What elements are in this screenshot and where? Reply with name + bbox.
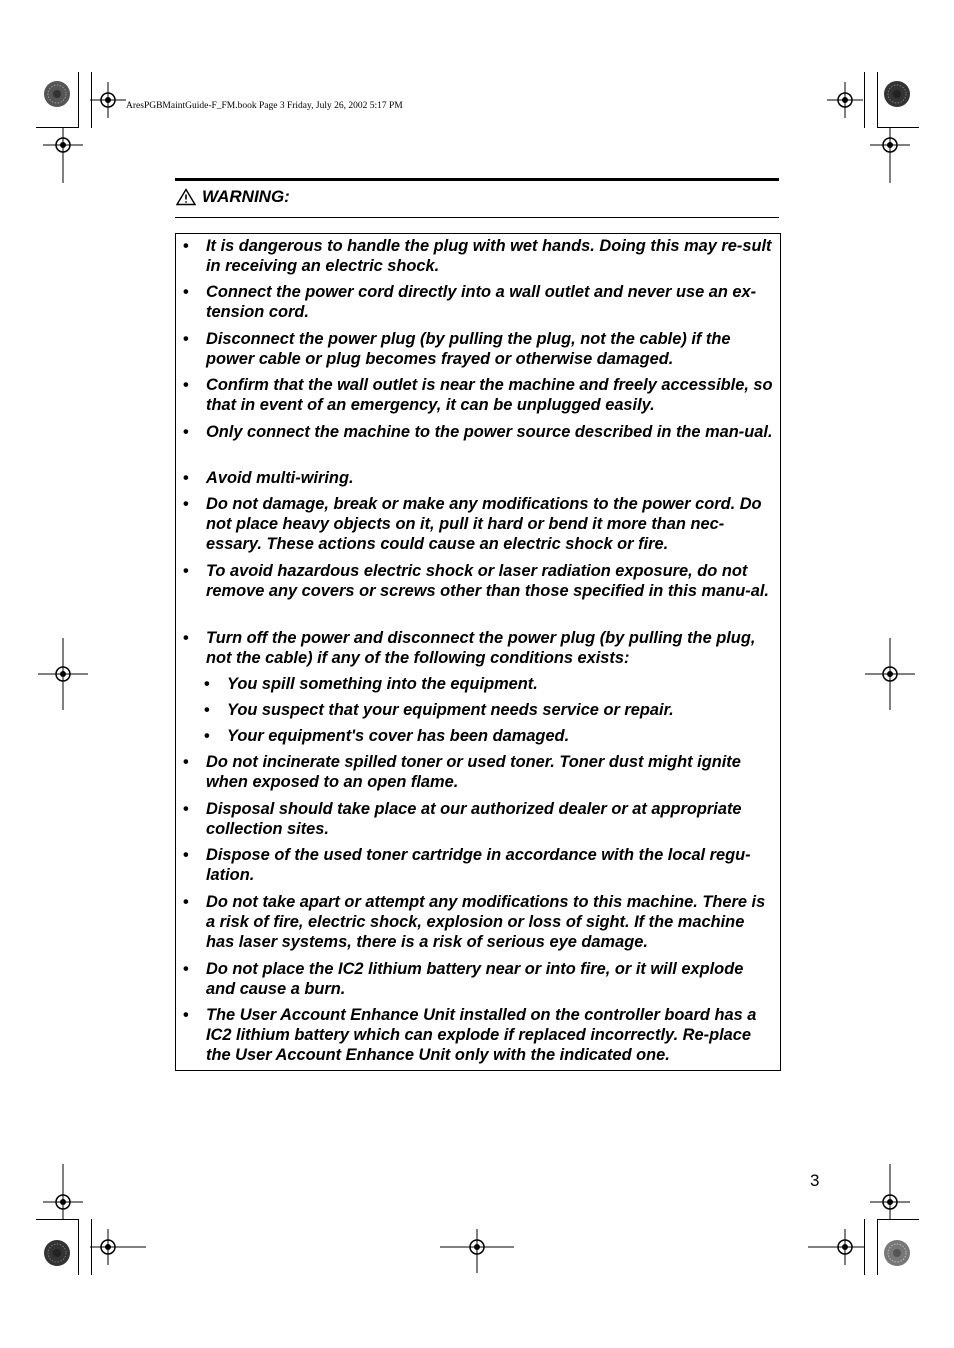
print-slug: AresPGBMaintGuide-F_FM.book Page 3 Friday, July 26, 2002 5:17 PM — [126, 101, 403, 111]
list-item: • It is dangerous to handle the plug with wet hands. Doing this may re-sult in receiving an electric shock. — [206, 236, 776, 276]
list-item: • The User Account Enhance Unit installed on the controller board has a IC2 lithium battery which can explode if replaced incorrectly. Re-place the User Account Enhance Unit only with the indicated one. — [206, 1005, 776, 1066]
top-rule — [175, 178, 779, 181]
list-item: • Dispose of the used toner cartridge in accordance with the local regu-lation. — [206, 845, 776, 885]
list-item: • Only connect the machine to the power source described in the man-ual. — [206, 422, 776, 442]
calibration-disc-icon — [43, 80, 71, 108]
registration-mark-icon — [43, 1164, 83, 1220]
list-item: • Connect the power cord directly into a wall outlet and never use an ex-tension cord. — [206, 282, 776, 322]
list-item: • Do not take apart or attempt any modifications to this machine. There is a risk of fire, electric shock, explosion or loss of sight. If the machine has laser systems, there is a risk of serious eye damage. — [206, 892, 776, 953]
page-number: 3 — [810, 1171, 820, 1190]
list-item: • Do not incinerate spilled toner or used toner. Toner dust might ignite when exposed to an open flame. — [206, 752, 776, 792]
sub-list-item: • You spill something into the equipment. — [227, 674, 776, 694]
list-item: • To avoid hazardous electric shock or laser radiation exposure, do not remove any covers or screws other than those specified in this manu-al. — [206, 561, 776, 601]
list-item: • Disconnect the power plug (by pulling the plug, not the cable) if the power cable or plug becomes frayed or otherwise damaged. — [206, 329, 776, 369]
list-item: • Disposal should take place at our authorized dealer or at appropriate collection sites. — [206, 799, 776, 839]
sub-list-item: • You suspect that your equipment needs service or repair. — [227, 700, 776, 720]
registration-mark-icon — [43, 127, 83, 183]
list-item: • Avoid multi-wiring. — [206, 468, 776, 488]
registration-mark-icon — [808, 1229, 864, 1265]
calibration-disc-icon — [883, 1239, 911, 1267]
sub-list-item: • Your equipment's cover has been damaged. — [227, 726, 776, 746]
registration-mark-icon — [870, 127, 910, 183]
registration-mark-icon — [865, 638, 915, 710]
registration-mark-icon — [38, 638, 88, 710]
list-item: • Confirm that the wall outlet is near the machine and freely accessible, so that in event of an emergency, it can be unplugged easily. — [206, 375, 776, 415]
registration-mark-icon — [827, 82, 863, 118]
list-item: • Do not damage, break or make any modifications to the power cord. Do not place heavy objects on it, pull it hard or bend it more than nec-essary. These actions could cause an electric shock or fire. — [206, 494, 776, 555]
list-item: • Turn off the power and disconnect the power plug (by pulling the plug, not the cable) if any of the following conditions exists: — [206, 628, 776, 668]
registration-mark-icon — [440, 1229, 514, 1273]
warning-title: WARNING: — [202, 187, 290, 206]
list-item: • Do not place the IC2 lithium battery near or into fire, or it will explode and cause a burn. — [206, 959, 776, 999]
registration-mark-icon — [90, 82, 126, 118]
registration-mark-icon — [870, 1164, 910, 1220]
registration-mark-icon — [90, 1229, 146, 1265]
heading-rule — [175, 217, 779, 218]
calibration-disc-icon — [883, 80, 911, 108]
warning-heading — [176, 186, 290, 208]
warning-box — [175, 233, 781, 1071]
warning-triangle-icon — [176, 188, 196, 206]
calibration-disc-icon — [43, 1239, 71, 1267]
